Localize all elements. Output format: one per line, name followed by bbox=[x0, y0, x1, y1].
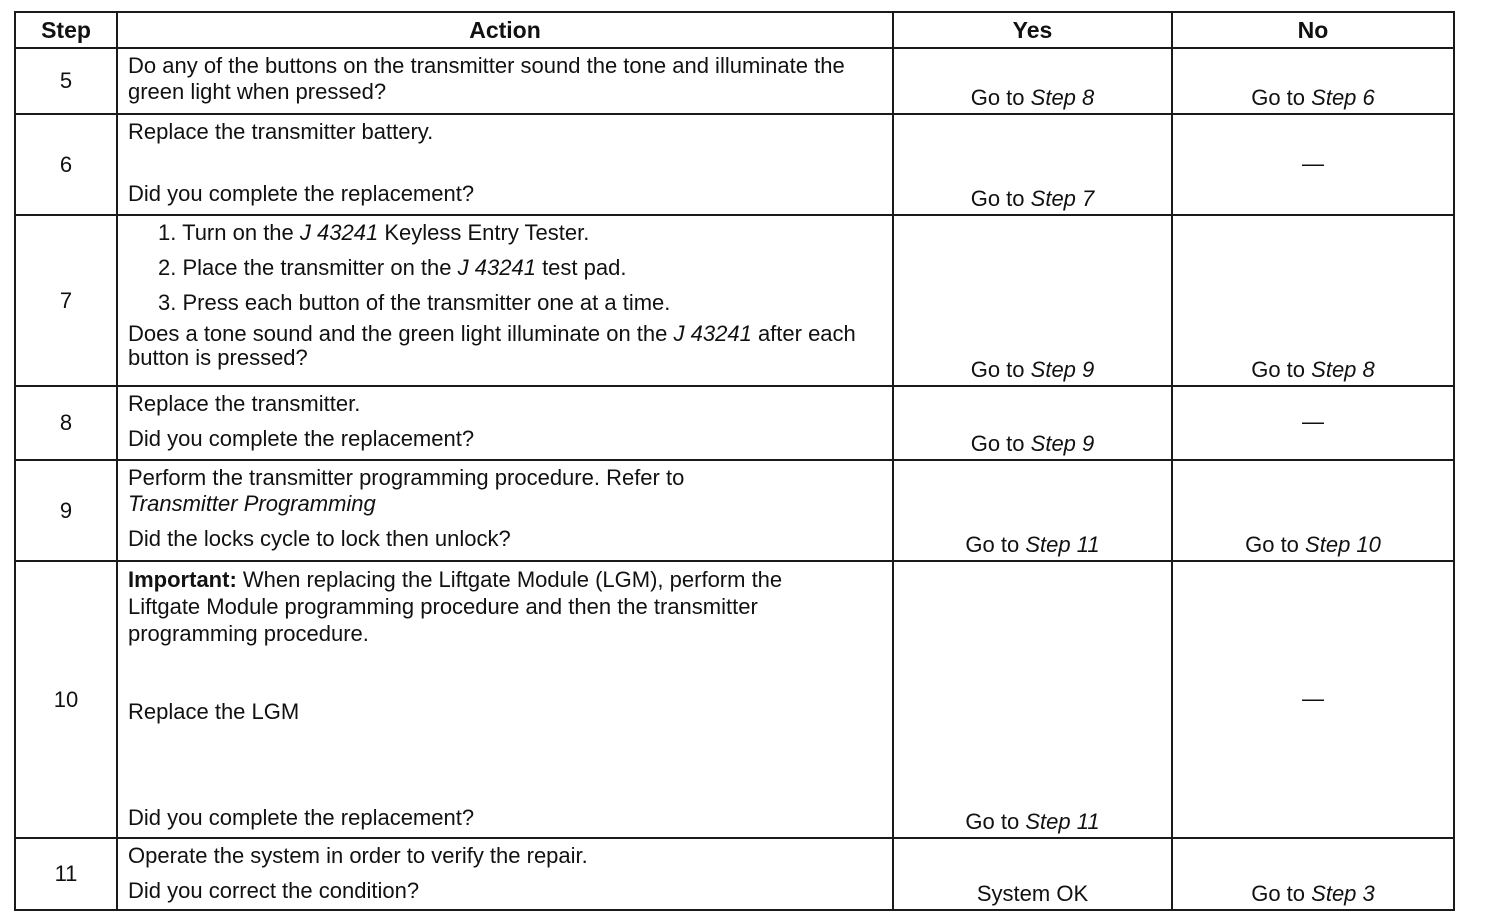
yes-target: Step 11 bbox=[1025, 532, 1100, 557]
no-prefix: Go to bbox=[1251, 357, 1306, 382]
no-prefix: Go to bbox=[1251, 881, 1306, 906]
yes-target: Step 9 bbox=[1030, 431, 1095, 456]
procedure-list bbox=[128, 220, 882, 316]
list-item bbox=[152, 220, 882, 246]
important-label: Important: bbox=[128, 567, 237, 592]
diagnostic-table bbox=[14, 11, 1455, 911]
table-row bbox=[15, 114, 1454, 215]
table-row bbox=[15, 561, 1454, 838]
yes-prefix: Go to bbox=[970, 431, 1025, 456]
item-text: test pad. bbox=[542, 255, 627, 280]
yes-cell bbox=[893, 386, 1172, 460]
yes-target: Step 8 bbox=[1030, 85, 1095, 110]
yes-cell bbox=[893, 114, 1172, 215]
step-number: 9 bbox=[15, 460, 117, 561]
yes-cell bbox=[893, 48, 1172, 114]
item-number: 2. bbox=[158, 255, 177, 280]
yes-cell bbox=[893, 460, 1172, 561]
no-target: Step 8 bbox=[1311, 357, 1375, 382]
action-reference: Transmitter Programming bbox=[128, 491, 376, 516]
question-text: after each button is pressed? bbox=[128, 321, 856, 370]
no-cell bbox=[1172, 48, 1454, 114]
list-item bbox=[152, 290, 882, 316]
table-row bbox=[15, 215, 1454, 386]
yes-cell: System OK bbox=[893, 838, 1172, 910]
important-text: When replacing the Liftgate Module (LGM), perform the Liftgate Module programming procedure and then the transmitter programming procedure. bbox=[128, 567, 783, 646]
step-number: 7 bbox=[15, 215, 117, 386]
yes-prefix: Go to bbox=[970, 186, 1025, 211]
action-text: Replace the transmitter battery. bbox=[128, 119, 434, 144]
important-note bbox=[128, 566, 882, 647]
tool-ref: J 43241 bbox=[457, 255, 536, 280]
yes-prefix: Go to bbox=[970, 85, 1025, 110]
table-row bbox=[15, 460, 1454, 561]
action-text: Operate the system in order to verify the repair. bbox=[128, 843, 588, 868]
item-number: 1. bbox=[158, 220, 177, 245]
item-text: Turn on the bbox=[182, 220, 294, 245]
action-cell bbox=[117, 48, 893, 114]
action-text: Do any of the buttons on the transmitter sound the tone and illuminate the green light when pressed? bbox=[128, 53, 845, 104]
no-target: Step 10 bbox=[1305, 532, 1381, 557]
no-cell bbox=[1172, 838, 1454, 910]
yes-target: Step 7 bbox=[1030, 186, 1095, 211]
step-number: 6 bbox=[15, 114, 117, 215]
action-text: Replace the transmitter. bbox=[128, 391, 361, 416]
item-text: Keyless Entry Tester. bbox=[384, 220, 590, 245]
no-cell: — bbox=[1172, 561, 1454, 838]
action-cell bbox=[117, 838, 893, 910]
tool-ref: J 43241 bbox=[299, 220, 379, 245]
header-no: No bbox=[1172, 12, 1454, 48]
no-prefix: Go to bbox=[1245, 532, 1299, 557]
question-text: Does a tone sound and the green light illuminate on the bbox=[128, 321, 668, 346]
no-target: Step 3 bbox=[1311, 881, 1375, 906]
tool-ref: J 43241 bbox=[673, 321, 752, 346]
list-item bbox=[152, 255, 882, 281]
item-number: 3. bbox=[158, 290, 177, 315]
yes-target: Step 11 bbox=[1025, 809, 1100, 834]
table-row bbox=[15, 386, 1454, 460]
no-target: Step 6 bbox=[1311, 85, 1375, 110]
table-row bbox=[15, 48, 1454, 114]
yes-prefix: Go to bbox=[965, 809, 1020, 834]
action-cell bbox=[117, 561, 893, 838]
table-row bbox=[15, 838, 1454, 910]
header-action: Action bbox=[117, 12, 893, 48]
step-number: 10 bbox=[15, 561, 117, 838]
header-yes: Yes bbox=[893, 12, 1172, 48]
action-cell bbox=[117, 386, 893, 460]
action-text: Perform the transmitter programming procedure. Refer to bbox=[128, 465, 685, 490]
action-question: Did you complete the replacement? bbox=[128, 181, 475, 206]
action-question: Did you correct the condition? bbox=[128, 878, 420, 903]
yes-target: Step 9 bbox=[1030, 357, 1095, 382]
action-question: Did you complete the replacement? bbox=[128, 805, 475, 830]
yes-cell bbox=[893, 215, 1172, 386]
action-question: Did the locks cycle to lock then unlock? bbox=[128, 526, 511, 551]
yes-prefix: Go to bbox=[970, 357, 1025, 382]
item-text: Place the transmitter on the bbox=[182, 255, 452, 280]
step-number: 5 bbox=[15, 48, 117, 114]
header-step: Step bbox=[15, 12, 117, 48]
no-cell: — bbox=[1172, 114, 1454, 215]
action-text: Replace the LGM bbox=[128, 699, 300, 724]
step-number: 11 bbox=[15, 838, 117, 910]
action-cell bbox=[117, 215, 893, 386]
action-cell bbox=[117, 114, 893, 215]
action-cell bbox=[117, 460, 893, 561]
action-question: Did you complete the replacement? bbox=[128, 426, 475, 451]
yes-cell bbox=[893, 561, 1172, 838]
item-text: Press each button of the transmitter one at a time. bbox=[182, 290, 671, 315]
no-cell: — bbox=[1172, 386, 1454, 460]
yes-prefix: Go to bbox=[965, 532, 1020, 557]
action-question bbox=[128, 322, 882, 370]
step-number: 8 bbox=[15, 386, 117, 460]
no-prefix: Go to bbox=[1251, 85, 1306, 110]
header-row bbox=[15, 12, 1454, 48]
no-cell bbox=[1172, 215, 1454, 386]
no-cell bbox=[1172, 460, 1454, 561]
